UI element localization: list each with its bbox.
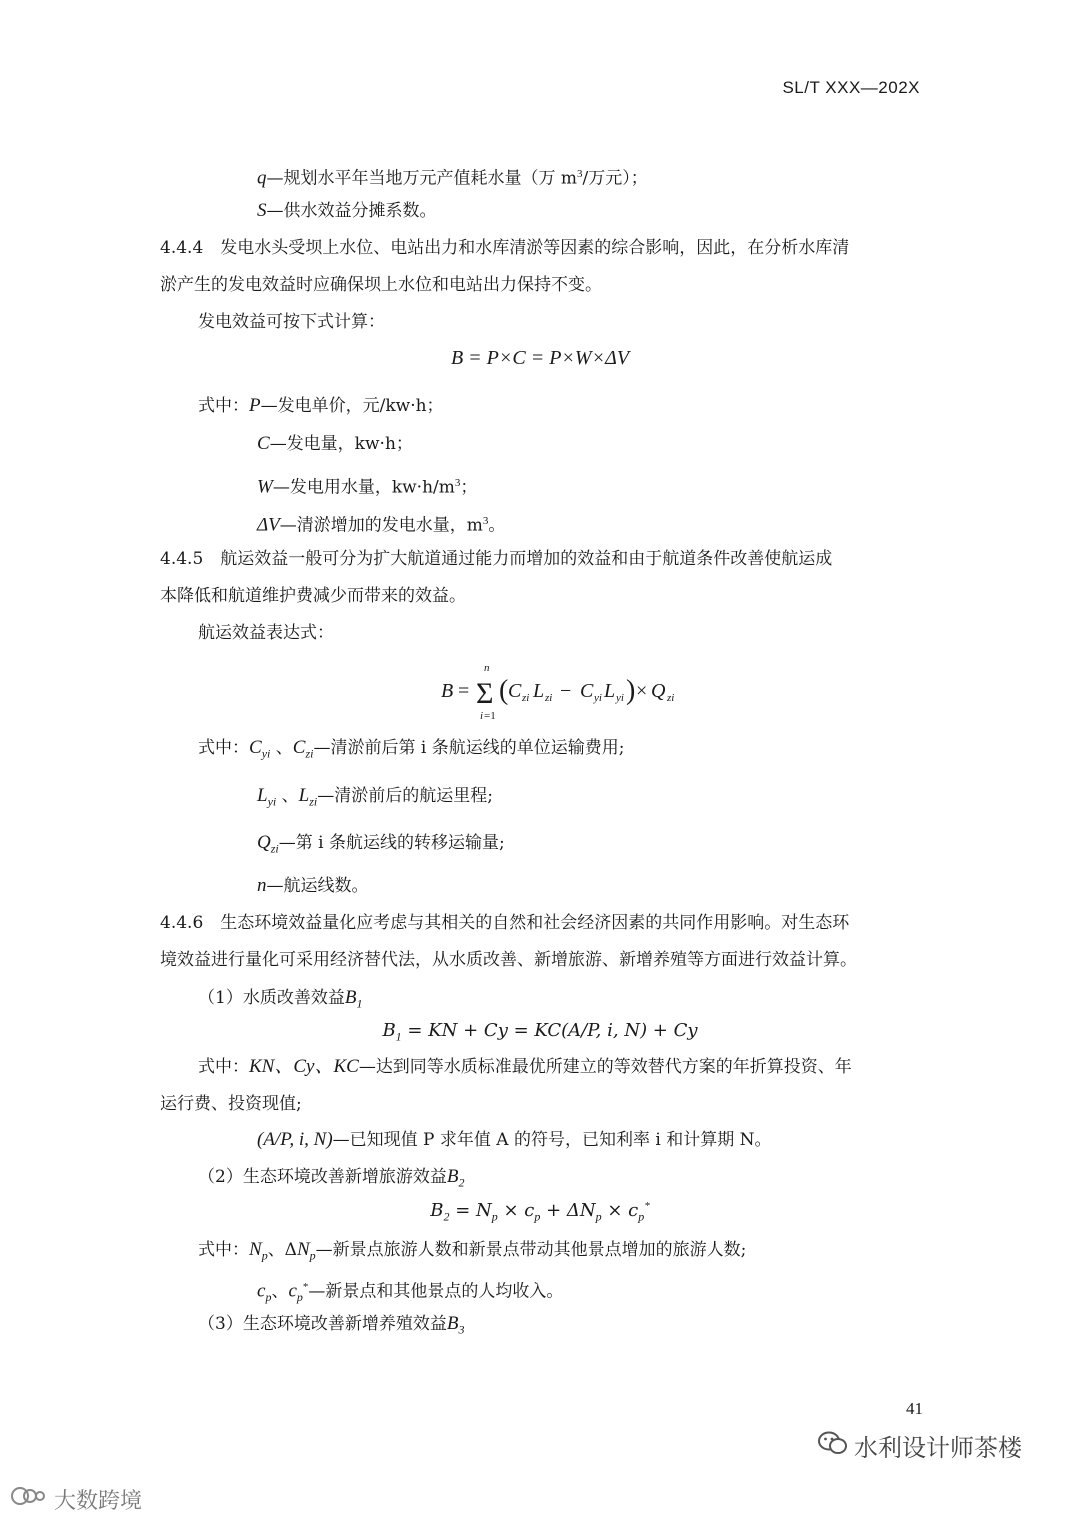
svg-text:C: C <box>508 680 522 702</box>
kn-definition-cont: 运行费、投资现值; <box>160 1094 302 1114</box>
svg-text:L: L <box>533 680 545 702</box>
shipping-formula-intro: 航运效益表达式： <box>198 623 334 643</box>
svg-text:yi: yi <box>616 692 624 704</box>
clause-4-4-6-line2: 境效益进行量化可采用经济替代法，从水质改善、新增旅游、新增养殖等方面进行效益计算。 <box>160 950 857 970</box>
svg-text:B: B <box>441 680 454 702</box>
cy-definition: 式中：$C_{yi}$ 、$C_{zi}—$清淤前后第 i 条航运线的单位运输费用; <box>198 737 625 761</box>
logo-icon <box>6 1482 50 1516</box>
ap-definition: (A/P, i, N)—已知现值 P 求年值 A 的符号，已知利率 i 和计算期 N。 <box>257 1129 772 1150</box>
item-3-heading: （3）生态环境改善新增养殖效益$B_3$ <box>198 1313 465 1337</box>
water-quality-equation: $B_1$ = KN + Cy = KC(A/P, i, N) + Cy <box>382 1020 698 1044</box>
svg-text:): ) <box>626 675 636 706</box>
ly-definition: $L_{yi}$ 、$L_{zi}—$清淤前后的航运里程; <box>257 785 493 809</box>
clause-4-4-5-line2: 本降低和航道维护费减少而带来的效益。 <box>160 586 466 606</box>
svg-text:(: ( <box>499 675 509 706</box>
item-1-heading: （1）水质改善效益$B_1$ <box>198 987 363 1011</box>
q-definition: q—规划水平年当地万元产值耗水量（万 $m^3/$万元）； <box>257 167 648 189</box>
tourism-equation: $B_2 = N_p \times c_p + \Delta N_p \times c_p^*$ <box>430 1200 650 1224</box>
svg-text:zi: zi <box>522 692 530 704</box>
clause-4-4-5-line1: 4.4.5 航运效益一般可分为扩大航道通过能力而增加的效益和由于航道条件改善使航运成 <box>160 549 833 569</box>
svg-text:L: L <box>604 680 616 702</box>
svg-text:=1: =1 <box>484 710 496 722</box>
svg-text:Σ: Σ <box>476 677 494 710</box>
c-definition: C—发电量，kw·h； <box>257 433 413 454</box>
clause-4-4-4-line1: 4.4.4 发电水头受坝上水位、电站出力和水库清淤等因素的综合影响，因此，在分析水库清 <box>160 238 850 258</box>
clause-4-4-4-line2: 淤产生的发电效益时应确保坝上水位和电站出力保持不变。 <box>160 275 602 295</box>
svg-text:×: × <box>636 680 648 702</box>
kn-definition: 式中：KN、Cy、KC—达到同等水质标准最优所建立的等效替代方案的年折算投资、年 <box>198 1056 852 1077</box>
watermark-left: 大数跨境 <box>6 1482 142 1516</box>
power-benefit-equation: B = P×C = P×W×ΔV <box>450 347 630 369</box>
qz-definition: $Q_{zi}—$第 i 条航运线的转移运输量; <box>257 832 505 856</box>
svg-text:zi: zi <box>667 692 675 704</box>
dv-definition: ΔV—清淤增加的发电水量，$m^3$。 <box>257 514 506 536</box>
cp-definition: $c_p$、$c_p^*—$新景点和其他景点的人均收入。 <box>257 1280 564 1305</box>
svg-text:n: n <box>484 665 490 674</box>
w-definition: W—发电用水量，$kw\cdot h/m^3$； <box>257 476 478 498</box>
svg-text:zi: zi <box>545 692 553 704</box>
svg-text:=: = <box>458 680 470 702</box>
power-formula-intro: 发电效益可按下式计算： <box>198 312 385 332</box>
shipping-benefit-equation <box>0 665 1080 725</box>
svg-text:Q: Q <box>651 680 666 702</box>
clause-4-4-6-line1: 4.4.6 生态环境效益量化应考虑与其相关的自然和社会经济因素的共同作用影响。对生态环 <box>160 913 850 933</box>
page-number: 41 <box>906 1399 923 1418</box>
watermark-right: 水利设计师茶楼 <box>818 1428 1022 1463</box>
s-definition: S—供水效益分摊系数。 <box>257 200 437 221</box>
np-definition: 式中：$N_p$、$\Delta N_p—$新景点旅游人数和新景点带动其他景点增加的旅游人数; <box>198 1239 747 1263</box>
svg-text:i: i <box>480 710 484 722</box>
item-2-heading: （2）生态环境改善新增旅游效益$B_2$ <box>198 1166 465 1190</box>
svg-text:yi: yi <box>594 692 602 704</box>
svg-text:C: C <box>580 680 594 702</box>
p-definition: 式中：P—发电单价，元/kw·h； <box>198 395 444 416</box>
wechat-icon <box>818 1430 848 1462</box>
svg-text:−: − <box>560 680 572 702</box>
document-code: SL/T XXX—202X <box>782 78 920 97</box>
n-definition: n—航运线数。 <box>257 875 369 896</box>
